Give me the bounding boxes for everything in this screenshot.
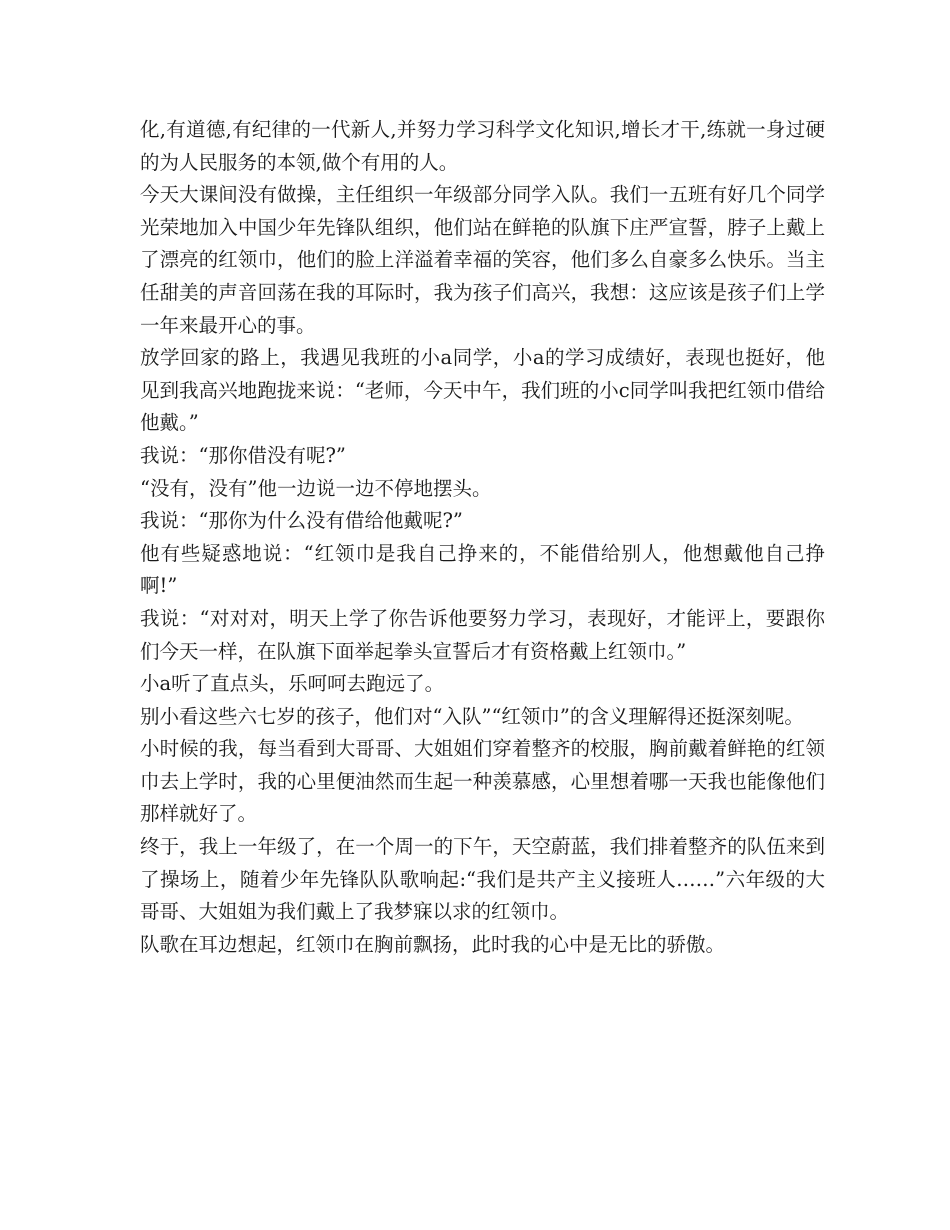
paragraph-6: 我说：“那你为什么没有借给他戴呢?” xyxy=(140,509,463,533)
paragraph-3: 放学回家的路上，我遇见我班的小a同学，小a的学习成绩好，表现也挺好，他见到我高兴地跑拢来说：“老师，今天中午，我们班的小c同学叫我把红领巾借给他戴。” xyxy=(140,346,825,435)
paragraph-7: 他有些疑惑地说：“红领巾是我自己挣来的，不能借给别人，他想戴他自己挣啊!” xyxy=(140,541,825,598)
paragraph-12: 终于，我上一年级了，在一个周一的下午，天空蔚蓝，我们排着整齐的队伍来到了操场上，随着少年先锋队队歌响起:“我们是共产主义接班人……”六年级的大哥哥、大姐姐为我们戴上了我梦寐以求的红领巾。 xyxy=(140,835,825,924)
paragraph-9: 小a听了直点头，乐呵呵去跑远了。 xyxy=(140,672,445,696)
document-body xyxy=(140,114,825,961)
paragraph-13: 队歌在耳边想起，红领巾在胸前飘扬，此时我的心中是无比的骄傲。 xyxy=(140,932,726,956)
paragraph-8: 我说：“对对对，明天上学了你告诉他要努力学习，表现好，才能评上，要跟你们今天一样，在队旗下面举起拳头宣誓后才有资格戴上红领巾。” xyxy=(140,606,825,663)
paragraph-10: 别小看这些六七岁的孩子，他们对“入队”“红领巾”的含义理解得还挺深刻呢。 xyxy=(140,704,804,728)
paragraph-4: 我说：“那你借没有呢?” xyxy=(140,443,346,467)
paragraph-11: 小时候的我，每当看到大哥哥、大姐姐们穿着整齐的校服，胸前戴着鲜艳的红领巾去上学时，我的心里便油然而生起一种羡慕感，心里想着哪一天我也能像他们那样就好了。 xyxy=(140,737,825,826)
paragraph-5: “没有，没有”他一边说一边不停地摆头。 xyxy=(140,476,492,500)
paragraph-1: 化,有道德,有纪律的一代新人,并努力学习科学文化知识,增长才干,练就一身过硬的为人民服务的本领,做个有用的人。 xyxy=(140,118,825,174)
paragraph-2: 今天大课间没有做操，主任组织一年级部分同学入队。我们一五班有好几个同学光荣地加入中国少年先锋队组织，他们站在鲜艳的队旗下庄严宣誓，脖子上戴上了漂亮的红领巾，他们的脸上洋溢着幸福的笑容，他们多么自豪多么快乐。当主任甜美的声音回荡在我的耳际时，我为孩子们高兴，我想：这应该是孩子们上学一年来最开心的事。 xyxy=(140,183,825,337)
